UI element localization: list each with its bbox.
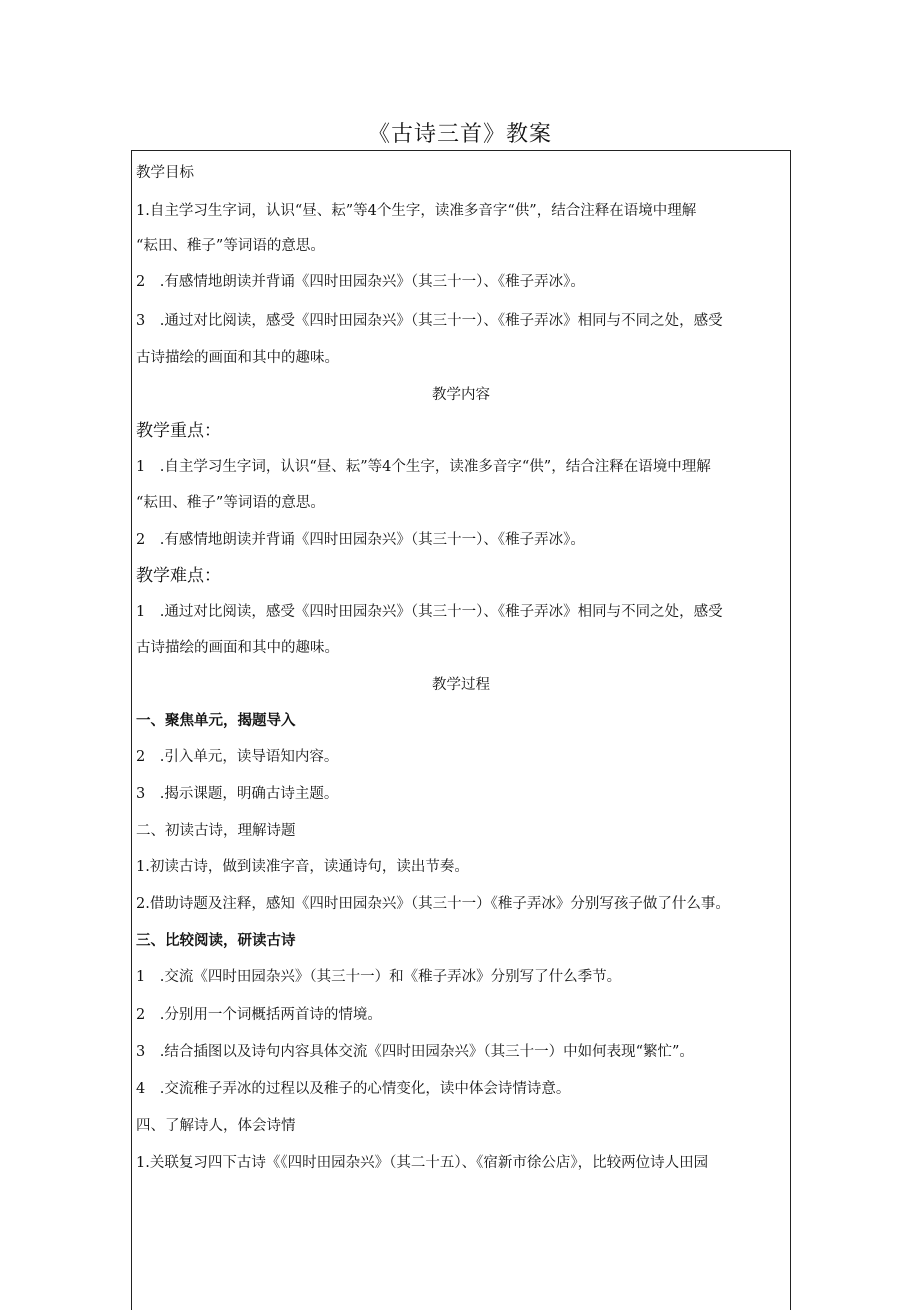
section-heading-teaching-process: 教学过程 (432, 677, 490, 693)
process-step-heading: 二、初读古诗，理解诗题 (136, 823, 296, 839)
process-step-heading: 三、比较阅读，研读古诗 (136, 933, 296, 949)
process-line: 2.借助诗题及注释，感知《四时田园杂兴》（其三十一）《稚子弄冰》分别写孩子做了什么事。 (136, 896, 730, 912)
process-line: 3 .结合插图以及诗句内容具体交流《四时田园杂兴》（其三十一）中如何表现“繁忙”。 (136, 1044, 694, 1060)
process-step-heading: 一、聚焦单元，揭题导入 (136, 713, 296, 729)
goal-line: 1.自主学习生字词，认识“昼、耘”等4个生字，读准多音字“供”，结合注释在语境中理解 (136, 203, 697, 219)
process-line: 2 .引入单元，读导语知内容。 (136, 749, 339, 765)
goal-line: 3 .通过对比阅读，感受《四时田园杂兴》（其三十一）、《稚子弄冰》相同与不同之处，感受 (136, 313, 723, 329)
section-heading-teaching-content: 教学内容 (432, 387, 490, 403)
process-line: 2 .分别用一个词概括两首诗的情境。 (136, 1007, 382, 1023)
goal-line: 古诗描绘的画面和其中的趣味。 (136, 350, 339, 366)
key-point-line: “耘田、稚子”等词语的意思。 (136, 495, 325, 511)
goal-line: “耘田、稚子”等词语的意思。 (136, 238, 325, 254)
process-line: 1 .交流《四时田园杂兴》（其三十一）和《稚子弄冰》分别写了什么季节。 (136, 969, 622, 985)
process-line: 1.初读古诗，做到读准字音，读通诗句，读出节奏。 (136, 859, 469, 875)
section-heading-key-points: 教学重点： (136, 421, 221, 441)
process-step-heading: 四、了解诗人，体会诗情 (136, 1118, 296, 1134)
section-heading-difficulties: 教学难点： (136, 566, 221, 586)
goal-line: 2 .有感情地朗读并背诵《四时田园杂兴》（其三十一）、《稚子弄冰》。 (136, 274, 585, 290)
process-line: 4 .交流稚子弄冰的过程以及稚子的心情变化，读中体会诗情诗意。 (136, 1081, 571, 1097)
section-label-teaching-goals: 教学目标 (136, 165, 194, 181)
process-line: 1.关联复习四下古诗《《四时田园杂兴》（其二十五）、《宿新市徐公店》，比较两位诗人田园 (136, 1155, 709, 1171)
process-line: 3 .揭示课题，明确古诗主题。 (136, 786, 339, 802)
document-title: 《古诗三首》教案 (367, 122, 552, 147)
difficulty-line: 1 .通过对比阅读，感受《四时田园杂兴》（其三十一）、《稚子弄冰》相同与不同之处，感受 (136, 604, 723, 620)
key-point-line: 1 .自主学习生字词，认识“昼、耘”等4个生字，读准多音字“供”，结合注释在语境中理解 (136, 459, 711, 475)
key-point-line: 2 .有感情地朗读并背诵《四时田园杂兴》（其三十一）、《稚子弄冰》。 (136, 532, 585, 548)
difficulty-line: 古诗描绘的画面和其中的趣味。 (136, 640, 339, 656)
